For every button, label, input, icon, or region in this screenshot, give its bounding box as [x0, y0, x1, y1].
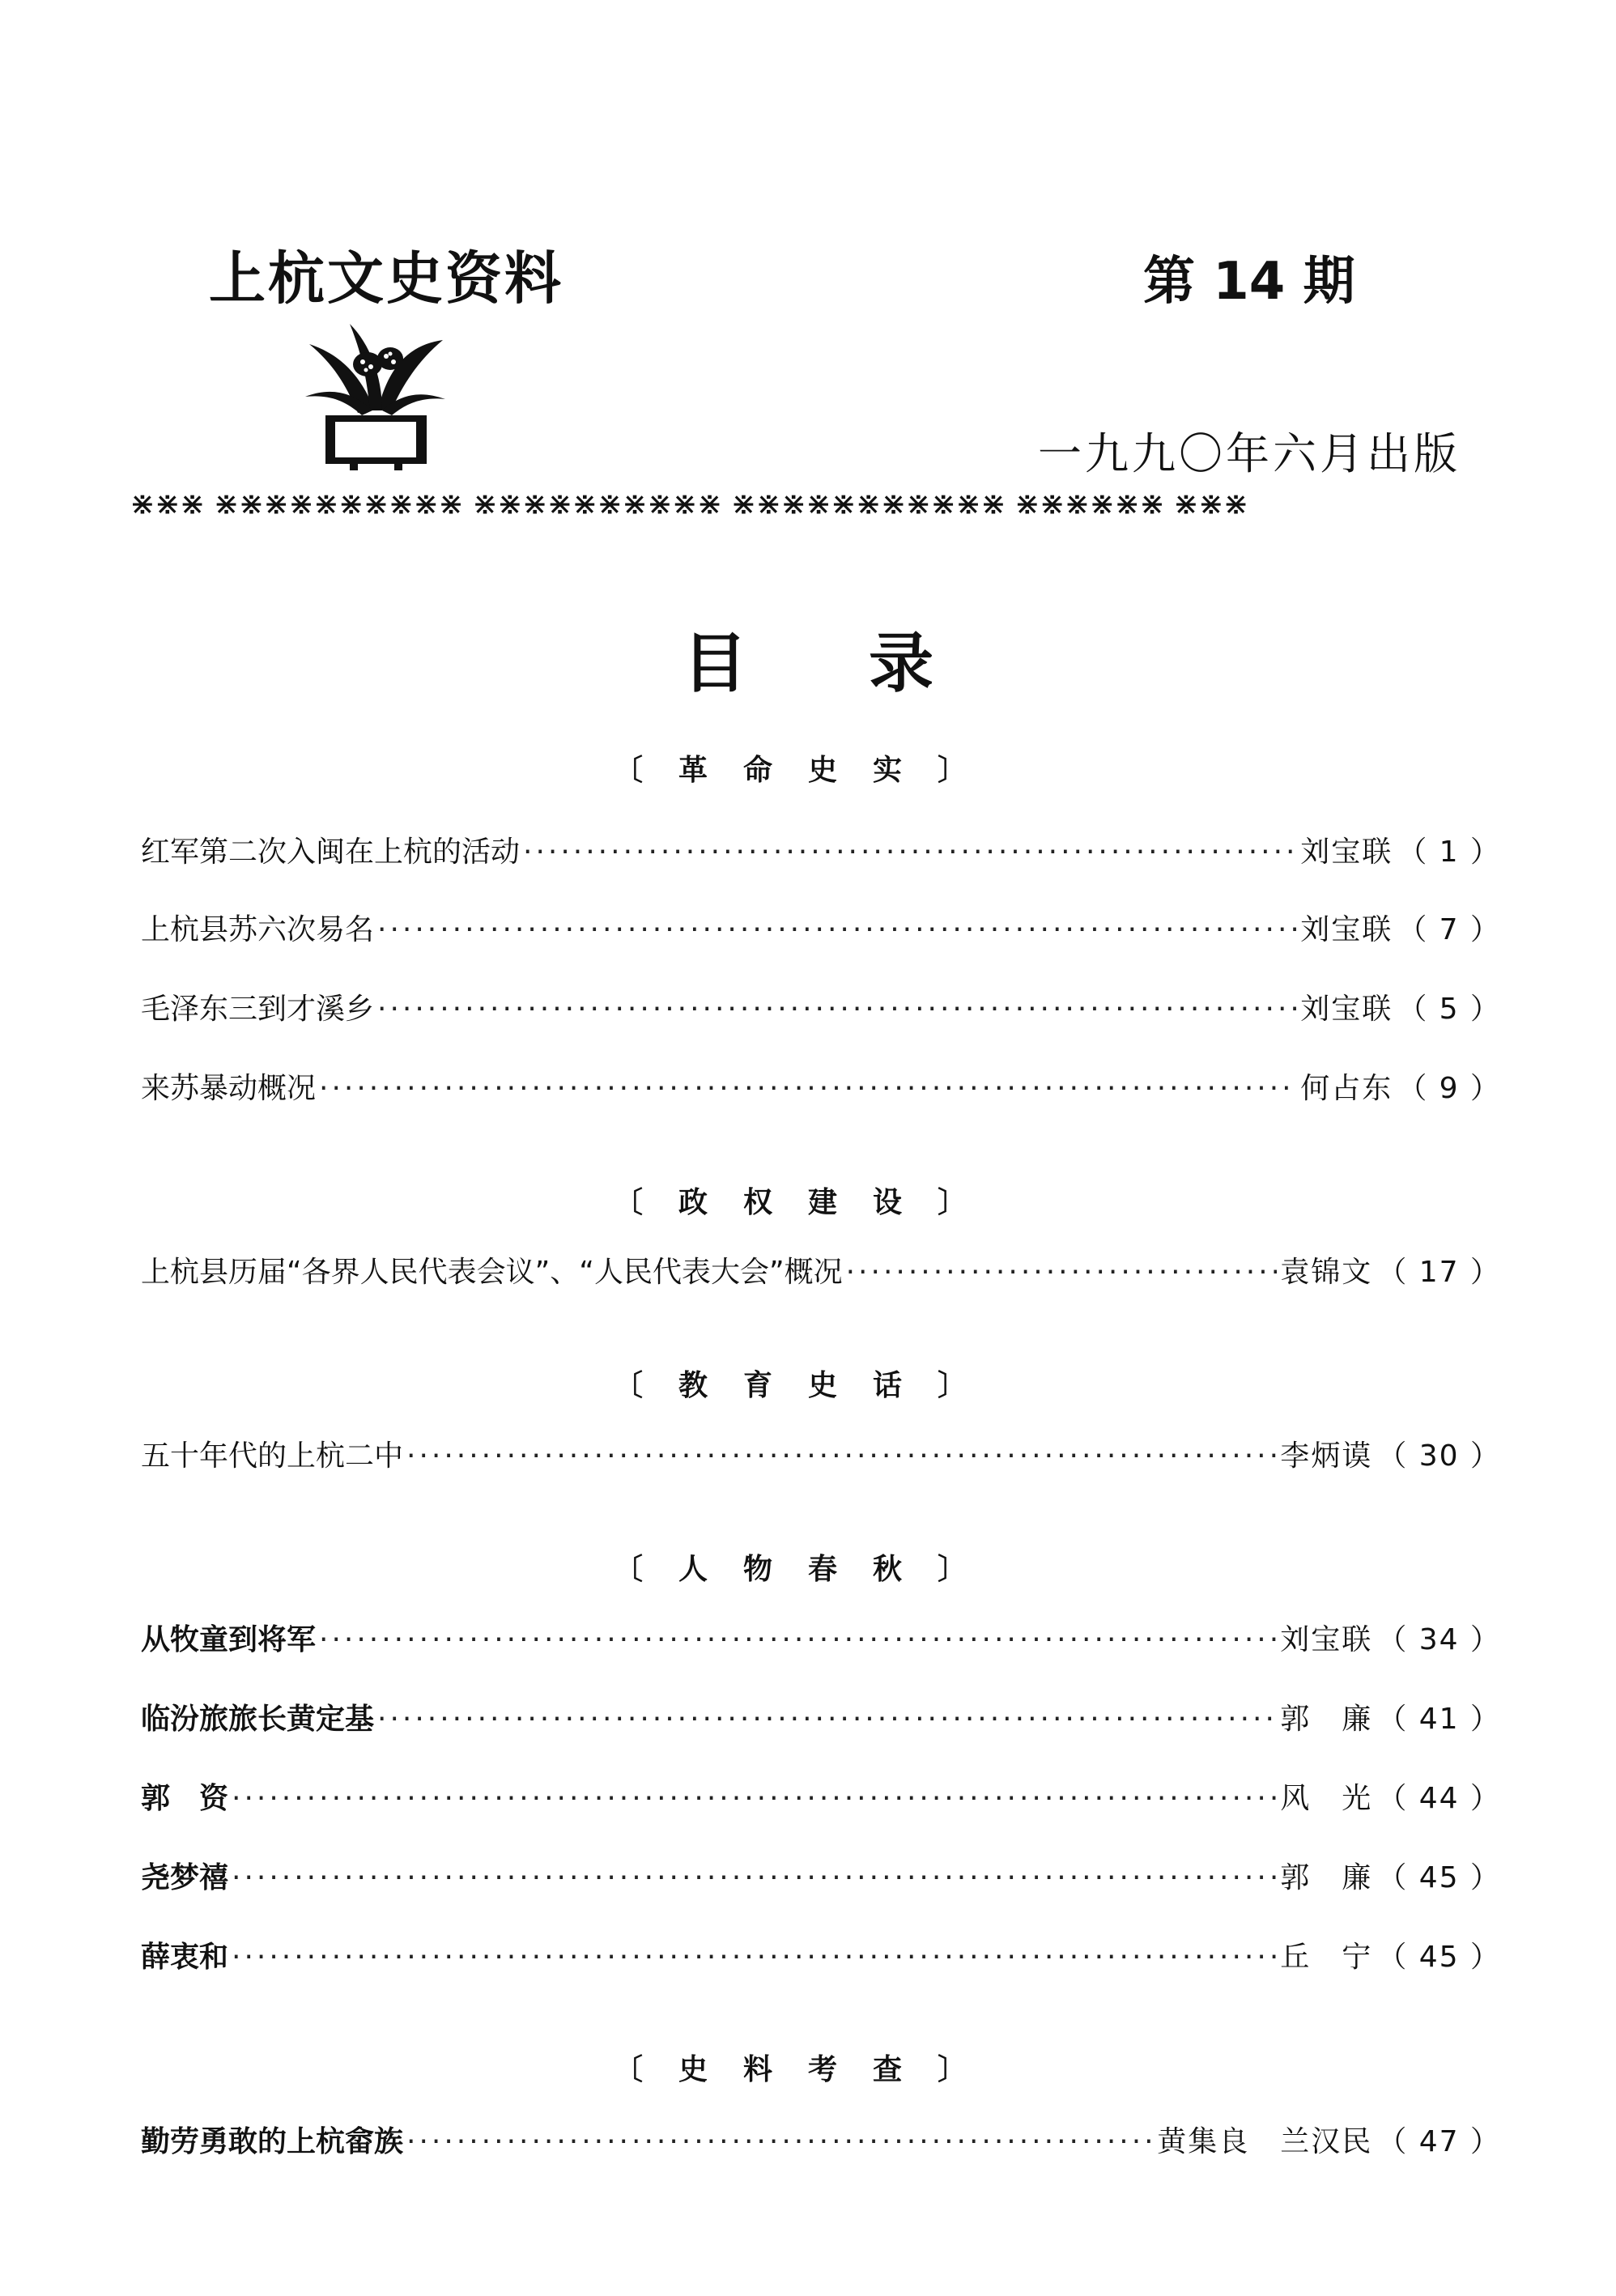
toc-entry: 薛衷和 ····· 丘 宁 （ 45 ） — [141, 1934, 1501, 1979]
toc-entry: 从牧童到将军 ····· 刘宝联 （ 34 ） — [141, 1617, 1501, 1662]
section-heading: 〔政权建设〕 — [613, 1186, 1002, 1219]
table-of-contents-title: 目录 — [683, 626, 1055, 701]
section-heading: 〔教育史话〕 — [613, 1369, 1002, 1402]
toc-entry: 毛泽东三到才溪乡 ····· 刘宝联 （ 5 ） — [141, 986, 1501, 1031]
toc-entry: 临汾旅旅长黄定基 ····· 郭 廉 （ 41 ） — [141, 1696, 1501, 1741]
toc-entry: 红军第二次入闽在上杭的活动 ····· 刘宝联 （ 1 ） — [141, 829, 1501, 874]
section-heading: 〔革命史实〕 — [613, 754, 1002, 787]
toc-entry: 上杭县苏六次易名 ····· 刘宝联 （ 7 ） — [141, 907, 1501, 952]
journal-title: 上杭文史资料 — [209, 245, 563, 312]
section-heading: 〔人物春秋〕 — [613, 1553, 1002, 1586]
toc-entry: 来苏暴动概况 ····· 何占东 （ 9 ） — [141, 1065, 1501, 1111]
toc-entry: 五十年代的上杭二中 ····· 李炳谟 （ 30 ） — [141, 1433, 1501, 1478]
toc-entry: 上杭县历届“各界人民代表会议”、“人民代表大会”概况 ····· 袁锦文 （ 17 ） — [141, 1249, 1501, 1295]
toc-entry: 勤劳勇敢的上杭畲族 ····· 黄集良 兰汉民 （ 47 ） — [141, 2119, 1501, 2164]
section-heading: 〔史料考查〕 — [613, 2053, 1002, 2086]
potted-plant-icon — [301, 320, 447, 474]
toc-entry: 尧梦禧 ····· 郭 廉 （ 45 ） — [141, 1855, 1501, 1900]
decorative-border: ⋇⋇⋇ ⋇⋇⋇⋇⋇⋇⋇⋇⋇⋇ ⋇⋇⋇⋇⋇⋇⋇⋇⋇⋇ ⋇⋇⋇⋇⋇⋇⋇⋇⋇⋇⋇ ⋇⋇⋇⋇⋇⋇ ⋇⋇⋇ — [130, 486, 1248, 521]
publication-date: 一九九〇年六月出版 — [1038, 428, 1461, 479]
toc-entry: 郭 资 ····· 风 光 （ 44 ） — [141, 1775, 1501, 1821]
issue-number: 第 14 期 — [1143, 252, 1355, 312]
